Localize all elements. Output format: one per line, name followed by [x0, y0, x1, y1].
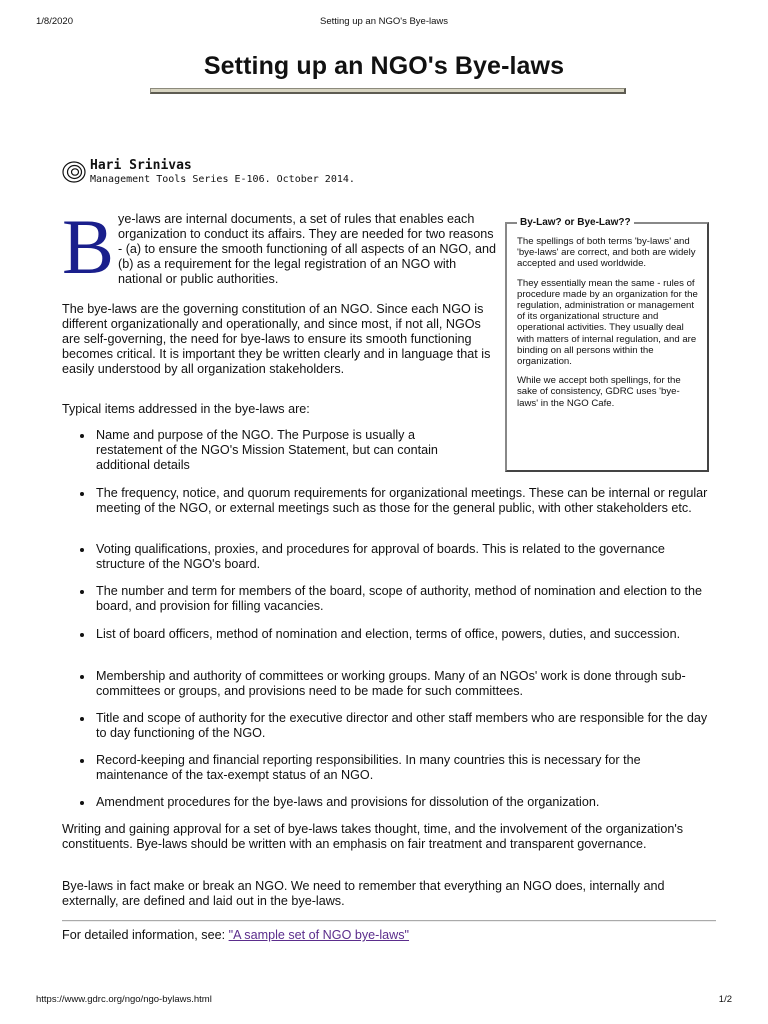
intro-text: ye-laws are internal documents, a set of rules that enables each organization to conduct its affairs. They are needed for two reasons - (a) to ensure the smooth functioning of all aspects of an NGO, and (b) as a requirement for the legal registration of an NGO with national or public authorities.: [118, 212, 497, 286]
list-item: Name and purpose of the NGO. The Purpose is usually a restatement of the NGO's Mission Statement, but can contain additional details: [96, 428, 468, 473]
print-page-title: Setting up an NGO's Bye-laws: [319, 16, 448, 27]
content-divider: [62, 920, 716, 922]
print-page-number: 1/2: [718, 994, 732, 1005]
sidebar-title: By-Law? or Bye-Law??: [517, 217, 634, 228]
drop-cap: B: [62, 203, 115, 290]
sidebar-paragraph: The spellings of both terms 'by-laws' and 'bye-laws' are correct, and both are widely accepted and used worldwide.: [517, 236, 696, 270]
list-item: Membership and authority of committees or working groups. Many of an NGOs' work is done through sub-committees or groups, and provisions need to be made for such committees.: [96, 669, 716, 699]
author-name: Hari Srinivas: [90, 158, 192, 173]
page-title: Setting up an NGO's Bye-laws: [203, 52, 565, 80]
print-url: https://www.gdrc.org/ngo/ngo-bylaws.html: [36, 994, 212, 1005]
more-info-line: [62, 928, 409, 942]
author-series: Management Tools Series E-106. October 2014.: [90, 174, 355, 185]
list-item: Title and scope of authority for the executive director and other staff members who are responsible for the day to day functioning of the NGO.: [96, 711, 720, 741]
list-item: Voting qualifications, proxies, and procedures for approval of boards. This is related to the governance structure of the NGO's board.: [96, 542, 716, 572]
list-item: The number and term for members of the board, scope of authority, method of nomination and election to the board, and provision for filling vacancies.: [96, 584, 716, 614]
writing-paragraph: Writing and gaining approval for a set of bye-laws takes thought, time, and the involvement of the organization's constituents. Bye-laws should be written with an emphasis on fair treatment and transparent governance.: [62, 822, 684, 851]
governing-paragraph: The bye-laws are the governing constitution of an NGO. Since each NGO is different organizationally and operationally, and since most, if not all, NGOs are self-governing, the need for bye-laws to ensure its smooth functioning becomes critical. It is important they be written clearly and in language that is easily understood by all organization stakeholders.: [62, 302, 491, 376]
sidebar-note: [505, 217, 709, 472]
sample-bylaws-link[interactable]: "A sample set of NGO bye-laws": [228, 928, 410, 942]
make-or-break-paragraph: Bye-laws in fact make or break an NGO. We need to remember that everything an NGO does, internally and externally, are defined and laid out in the bye-laws.: [62, 879, 665, 908]
sidebar-paragraph: While we accept both spellings, for the sake of consistency, GDRC uses 'bye-laws' in the NGO Cafe.: [517, 375, 681, 409]
title-divider: [150, 88, 626, 94]
list-item: List of board officers, method of nomination and election, terms of office, powers, duties, and succession.: [96, 627, 716, 642]
typical-items-intro: Typical items addressed in the bye-laws are:: [62, 402, 310, 416]
print-date: 1/8/2020: [36, 16, 73, 27]
more-info-prefix: For detailed information, see:: [62, 928, 229, 942]
list-item: Record-keeping and financial reporting responsibilities. In many countries this is necessary for the maintenance of the tax-exempt status of an NGO.: [96, 753, 716, 783]
sidebar-paragraph: They essentially mean the same - rules of procedure made by an organization for the regulation, administration or management of its organizational structure and operational activities. They usually deal with matters of internal regulation, and are binding on all persons within the organization.: [517, 277, 698, 368]
list-item: Amendment procedures for the bye-laws and provisions for dissolution of the organization.: [96, 795, 716, 810]
list-item: The frequency, notice, and quorum requirements for organizational meetings. These can be internal or regular meeting of the NGO, or external meetings such as those for the general public, with other stakeholders etc.: [96, 486, 716, 516]
intro-paragraph: [62, 203, 498, 290]
gdrc-spiral-logo-icon: [62, 160, 86, 184]
